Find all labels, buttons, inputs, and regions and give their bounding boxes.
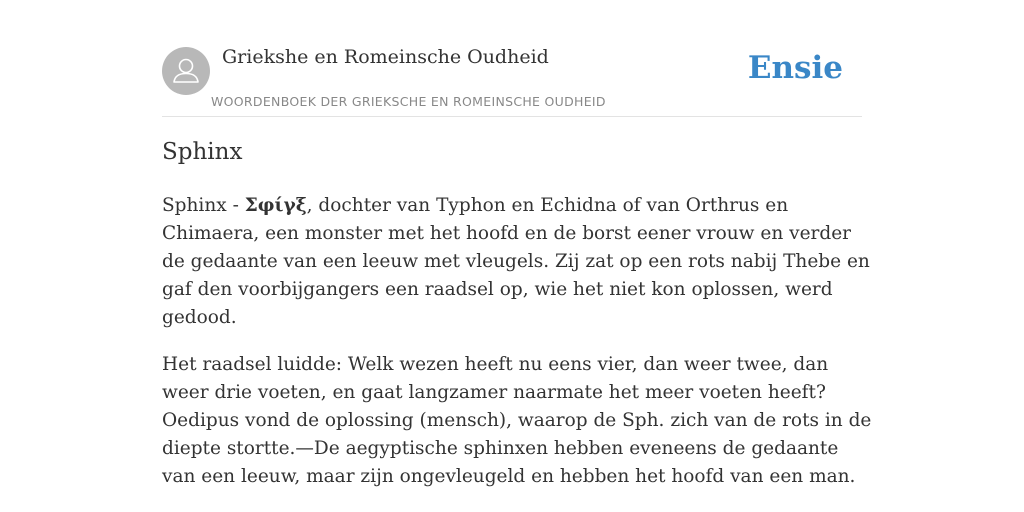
- source-avatar[interactable]: [162, 47, 210, 95]
- entry-headword: Sphinx: [162, 139, 243, 165]
- brand-logo[interactable]: Ensie: [747, 50, 843, 86]
- entry-content: [162, 192, 874, 510]
- entry-paragraph-1: [162, 192, 874, 332]
- entry-lead: Sphinx -: [162, 195, 245, 216]
- entry-paragraph-2: Het raadsel luidde: Welk wezen heeft nu eens vier, dan weer twee, dan weer drie voeten, en gaat langzamer naarmate het meer voeten heeft? Oedipus vond de oplossing (mensch), waarop de Sph. zich van de rots in de diepte stortte.—De aegyptische sphinxen hebben eveneens de gedaante van een leeuw, maar zijn ongevleugeld en hebben het hoofd van een man.: [162, 354, 872, 487]
- user-icon: [162, 47, 210, 95]
- source-subtitle[interactable]: WOORDENBOEK DER GRIEKSCHE EN ROMEINSCHE OUDHEID: [211, 94, 606, 109]
- entry-paragraph-1-text: , dochter van Typhon en Echidna of van Orthrus en Chimaera, een monster met het hoofd en de borst eener vrouw en verder de gedaante van een leeuw met vleugels. Zij zat op een rots nabij Thebe en gaf den voorbijgangers een raadsel op, wie het niet kon oplossen, werd gedood.: [162, 195, 870, 328]
- source-title[interactable]: Griekshe en Romeinsche Oudheid: [222, 46, 549, 68]
- page-header: [162, 44, 862, 117]
- entry-greek-term: Σφίγξ: [244, 195, 307, 216]
